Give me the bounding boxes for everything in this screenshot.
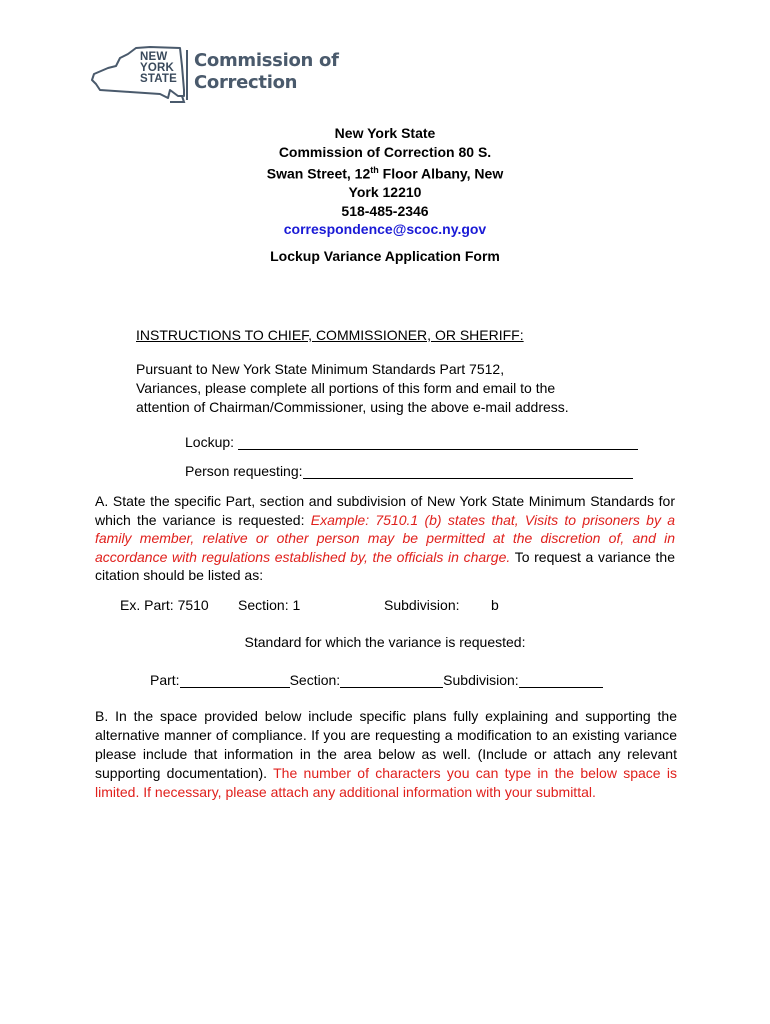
section-b-warning: The number of characters you can type in the below space is limited. If necessary, please attach any additional information with your submittal. [95, 765, 677, 800]
header-line3-pre: Swan Street, 12 [266, 165, 371, 182]
section-b-text: B. In the space provided below include specific plans fully explaining and supporting the alternative manner of compliance. If you are requesting a modification to an existing variance please include that information in the area below as well. (Include or attach any relevant supporting documentation). [95, 708, 677, 781]
instructions-paragraph [136, 360, 656, 417]
logo-state-line3: STATE [140, 73, 177, 85]
standard-label: Standard for which the variance is requested: [244, 634, 526, 650]
logo-divider [186, 50, 188, 100]
section-a-example: Example: 7510.1 (b) states that, Visits to prisoners by a family member, relative or other person may be permitted at the discretion of, and in accordance with regulations established by, the officials in charge. [95, 511, 675, 565]
logo-title-line1: Commission of [194, 50, 339, 71]
part-input[interactable] [180, 673, 290, 688]
header-line4: York 12210 [348, 184, 422, 201]
example-subdivision-value: b [491, 597, 499, 613]
lockup-row [185, 434, 638, 450]
header-line3-post: Floor Albany, New [378, 165, 504, 182]
address-header [0, 124, 770, 239]
example-subdivision-label: Subdivision: [384, 597, 460, 613]
header-line1: New York State [334, 125, 436, 141]
citation-fields-row [150, 672, 603, 688]
instructions-line3: attention of Chairman/Commissioner, using the above e-mail address. [136, 399, 569, 415]
section-input[interactable] [340, 673, 443, 688]
instructions-title: INSTRUCTIONS TO CHIEF, COMMISSIONER, OR SHERIFF: [136, 327, 524, 343]
logo-title [194, 50, 339, 94]
person-requesting-label: Person requesting: [185, 463, 303, 479]
logo-state-line2: YORK [140, 62, 175, 74]
section-a-text2: To request a variance the citation should be listed as: [95, 548, 675, 583]
lockup-label: Lockup: [185, 434, 235, 450]
section-label: Section: [289, 672, 341, 688]
part-label: Part: [150, 672, 180, 688]
person-requesting-input[interactable] [303, 464, 633, 479]
header-line3-sup: th [370, 165, 379, 175]
header-email-link[interactable]: correspondence@scoc.ny.gov [283, 221, 487, 238]
instructions-line1: Pursuant to New York State Minimum Standards Part 7512, [136, 361, 505, 377]
section-b [95, 707, 677, 802]
header-phone: 518-485-2346 [341, 202, 429, 219]
logo-state-line1: NEW [140, 51, 168, 63]
commission-logo [90, 46, 350, 106]
header-line2: Commission of Correction 80 S. [278, 143, 492, 160]
form-title: Lockup Variance Application Form [270, 248, 500, 264]
section-a-text: A. State the specific Part, section and subdivision of New York State Minimum Standards for which the variance is requested: [95, 493, 675, 528]
instructions-line2: Variances, please complete all portions of this form and email to the [136, 380, 556, 396]
lockup-input[interactable] [238, 435, 638, 450]
person-requesting-row [185, 463, 633, 479]
subdivision-label: Subdivision: [443, 672, 519, 688]
example-section: Section: 1 [238, 597, 301, 613]
logo-title-line2: Correction [194, 72, 298, 93]
section-a [95, 492, 675, 585]
subdivision-input[interactable] [519, 673, 603, 688]
example-part-section: Ex. Part: 7510 [120, 597, 209, 613]
header-line3 [0, 161, 770, 183]
